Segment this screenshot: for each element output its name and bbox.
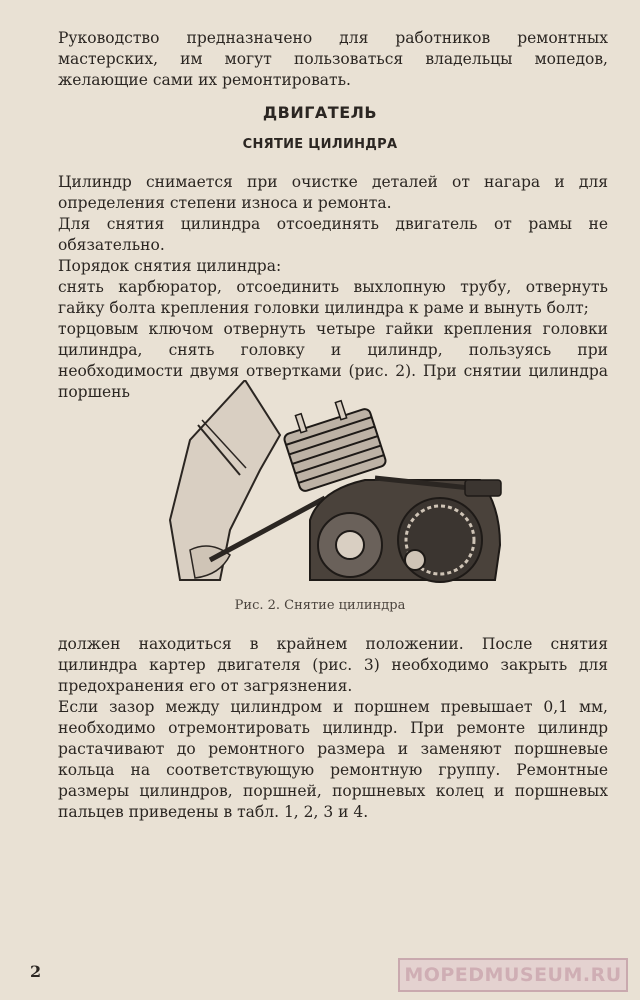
watermark: MOPEDMUSEUM.RU [398,958,628,992]
paragraph-1: Цилиндр снимается при очистке деталей от нагара и для определения степени износа и ремонта. [58,173,608,212]
paragraph-6: должен находиться в крайнем положении. После снятия цилиндра картер двигателя (рис. 3) необходимо закрыть для предохранения его от загрязнения. [58,635,608,695]
figure-cylinder-removal [150,380,505,585]
cylinder-removal-illustration [150,380,505,585]
figure-caption: Рис. 2. Снятие цилиндра [234,598,406,613]
paragraph-3: Порядок снятия цилиндра: [58,257,282,275]
paragraph-2: Для снятия цилиндра отсоединять двигатель от рамы не обязательно. [58,215,608,254]
page-number: 2 [30,962,42,981]
paragraph-7: Если зазор между цилиндром и поршнем превышает 0,1 мм, необходимо отремонтировать цилиндр. При ремонте цилиндр растачивают до ремонтного размера и заменяют поршневые кольца на соответствующую ремонтную группу. Ремонтные размеры цилиндров, поршней, поршневых колец и поршневых пальцев приведены в табл. 1, 2, 3 и 4. [58,698,608,821]
section-subtitle: СНЯТИЕ ЦИЛИНДРА [242,137,398,152]
paragraph-4: снять карбюратор, отсоединить выхлопную трубу, отвернуть гайку болта крепления головки цилиндра к раме и вынуть болт; [58,278,608,317]
paragraph-5: торцовым ключом отвернуть четыре гайки крепления головки цилиндра, снять головку и цилиндр, пользуясь при необходимости двумя отвертками (рис. 2). При снятии цилиндра поршень [58,320,608,401]
intro-paragraph: Руководство предназначено для работников ремонтных мастерских, им могут пользоваться владельцы мопедов, желающие сами их ремонтировать. [58,29,608,89]
section-title: ДВИГАТЕЛЬ [262,103,378,122]
